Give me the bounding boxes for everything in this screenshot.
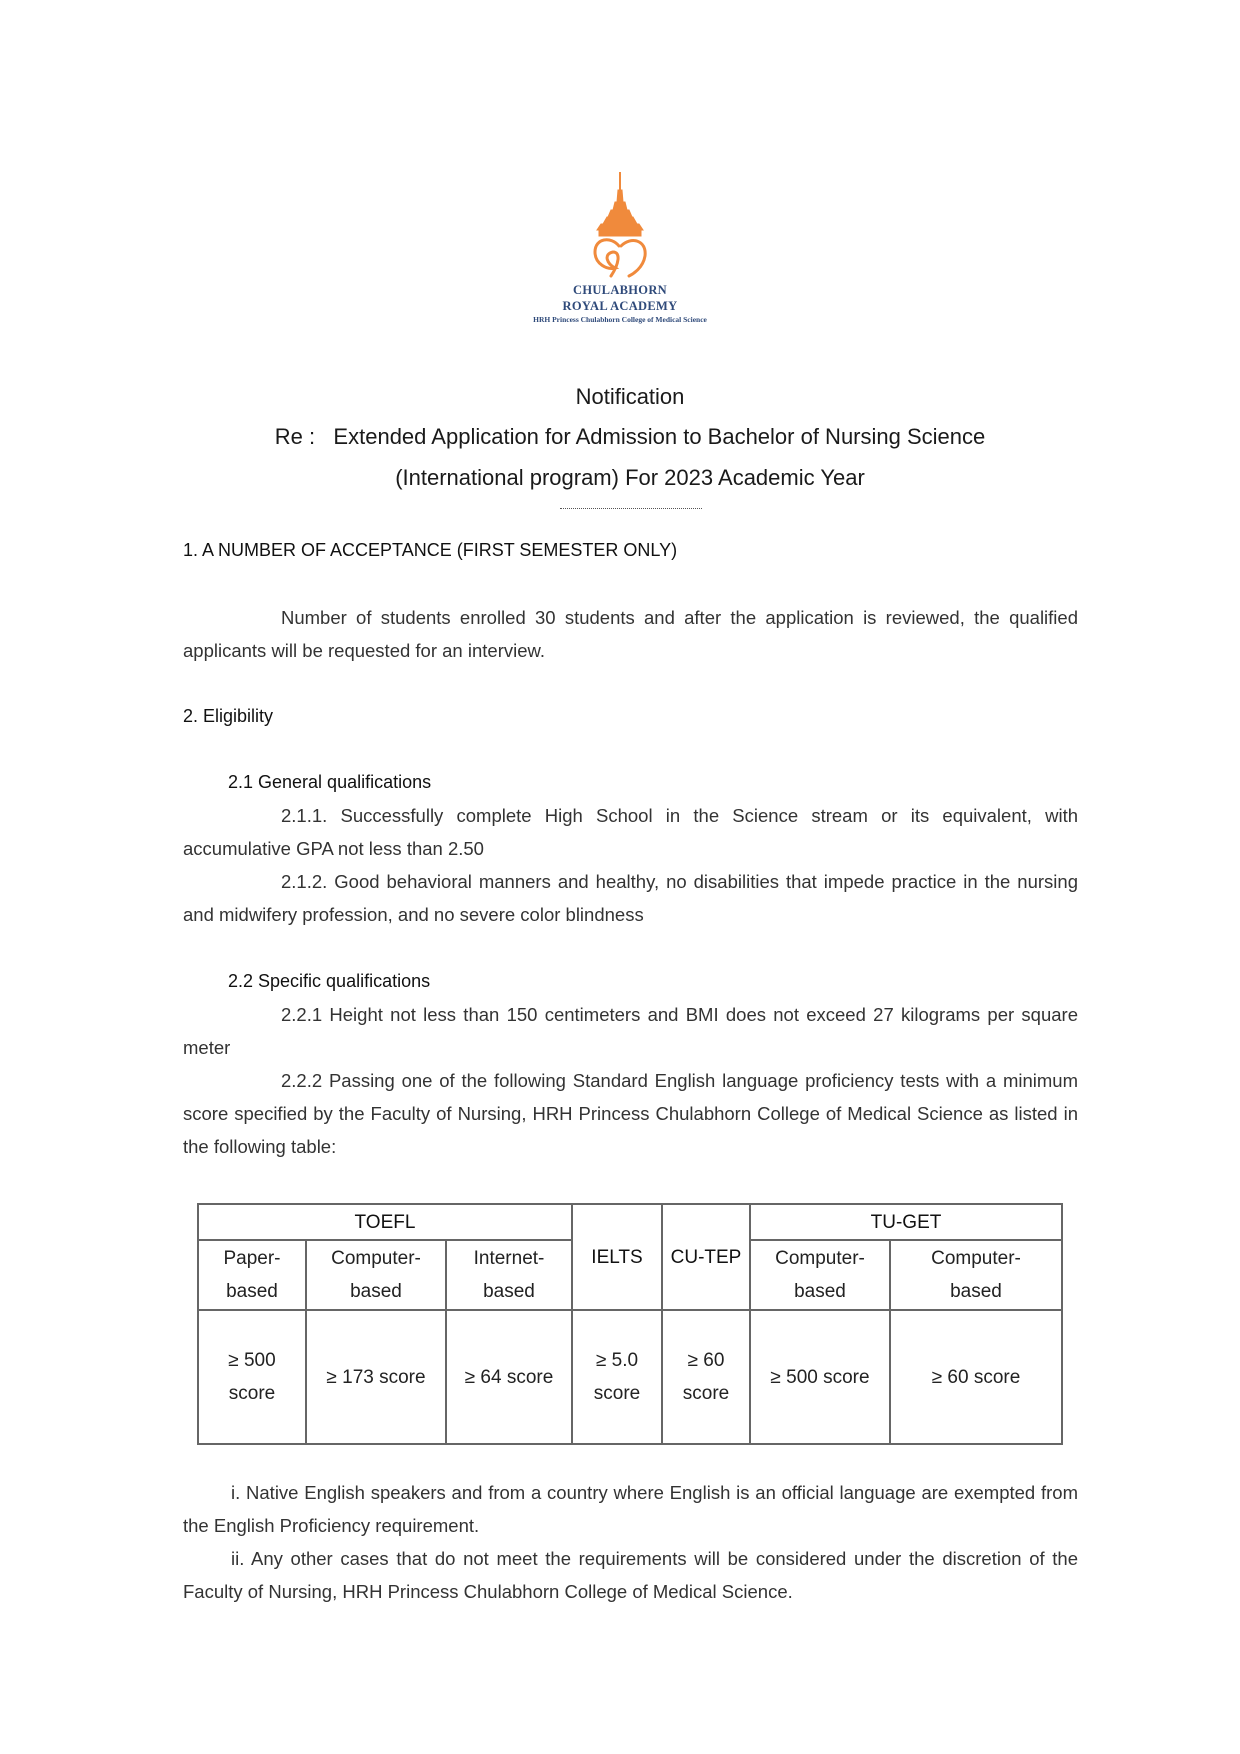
note-item: ii. Any other cases that do not meet the requirements will be considered under the discretion of the Faculty of Nursing, HRH Princess Chulabhorn College of Medical Science. [183,1548,1078,1602]
institution-logo [500,172,740,326]
section-1-paragraph: Number of students enrolled 30 students and after the application is reviewed, the qualified applicants will be requested for an interview. [183,607,1078,661]
general-qualifications-heading: 2.1 General qualifications [228,772,432,792]
ielts-score: ≥ 5.0 score [572,1310,662,1444]
specific-qualifications-heading: 2.2 Specific qualifications [228,971,431,991]
section-1-heading: 1. A NUMBER OF ACCEPTANCE (FIRST SEMESTER ONLY) [183,540,678,560]
ielts-header: IELTS [572,1204,662,1310]
cutep-score: ≥ 60 score [662,1310,750,1444]
logo-line-college: HRH Princess Chulabhorn College of Medical Science [533,315,707,324]
toefl-paper-score: ≥ 500 score [198,1310,306,1444]
subject-line-2: (International program) For 2023 Academic Year [395,465,865,490]
general-qualification-item: 2.1.1. Successfully complete High School in the Science stream or its equivalent, with accumulative GPA not less than 2.50 [183,805,1078,859]
general-qualification-item: 2.1.2. Good behavioral manners and healthy, no disabilities that impede practice in the nursing and midwifery profession, and no severe color blindness [183,871,1078,925]
english-score-table [197,1203,1063,1445]
logo-line-chulabhorn: CHULABHORN [573,283,667,297]
tuget-computer-subheader: Computer- based [890,1240,1062,1310]
tuget-computer-score: ≥ 60 score [890,1310,1062,1444]
tuget-computer-score: ≥ 500 score [750,1310,890,1444]
page-title: Notification [575,384,685,409]
toefl-header: TOEFL [198,1204,572,1240]
logo-line-royal-academy: ROYAL ACADEMY [562,299,678,313]
toefl-computer-subheader: Computer- based [306,1240,446,1310]
subject-line: Re : Extended Application for Admission to Bachelor of Nursing Science [274,424,986,449]
toefl-paper-subheader: Paper- based [198,1240,306,1310]
note-item: i. Native English speakers and from a country where English is an official language are exempted from the English Proficiency requirement. [183,1482,1078,1536]
specific-qualification-item: 2.2.1 Height not less than 150 centimeters and BMI does not exceed 27 kilograms per square meter [183,1004,1078,1058]
tuget-header: TU-GET [750,1204,1062,1240]
toefl-internet-score: ≥ 64 score [446,1310,572,1444]
toefl-computer-score: ≥ 173 score [306,1310,446,1444]
dotted-divider [560,508,702,509]
cutep-header: CU-TEP [662,1204,750,1310]
tuget-computer-subheader: Computer- based [750,1240,890,1310]
toefl-internet-subheader: Internet- based [446,1240,572,1310]
section-2-heading: 2. Eligibility [183,706,274,726]
specific-qualification-item: 2.2.2 Passing one of the following Standard English language proficiency tests with a minimum score specified by the Faculty of Nursing, HRH Princess Chulabhorn College of Medical Science as listed in the following table: [183,1070,1078,1157]
chulabhorn-crown-emblem-icon [585,172,655,282]
